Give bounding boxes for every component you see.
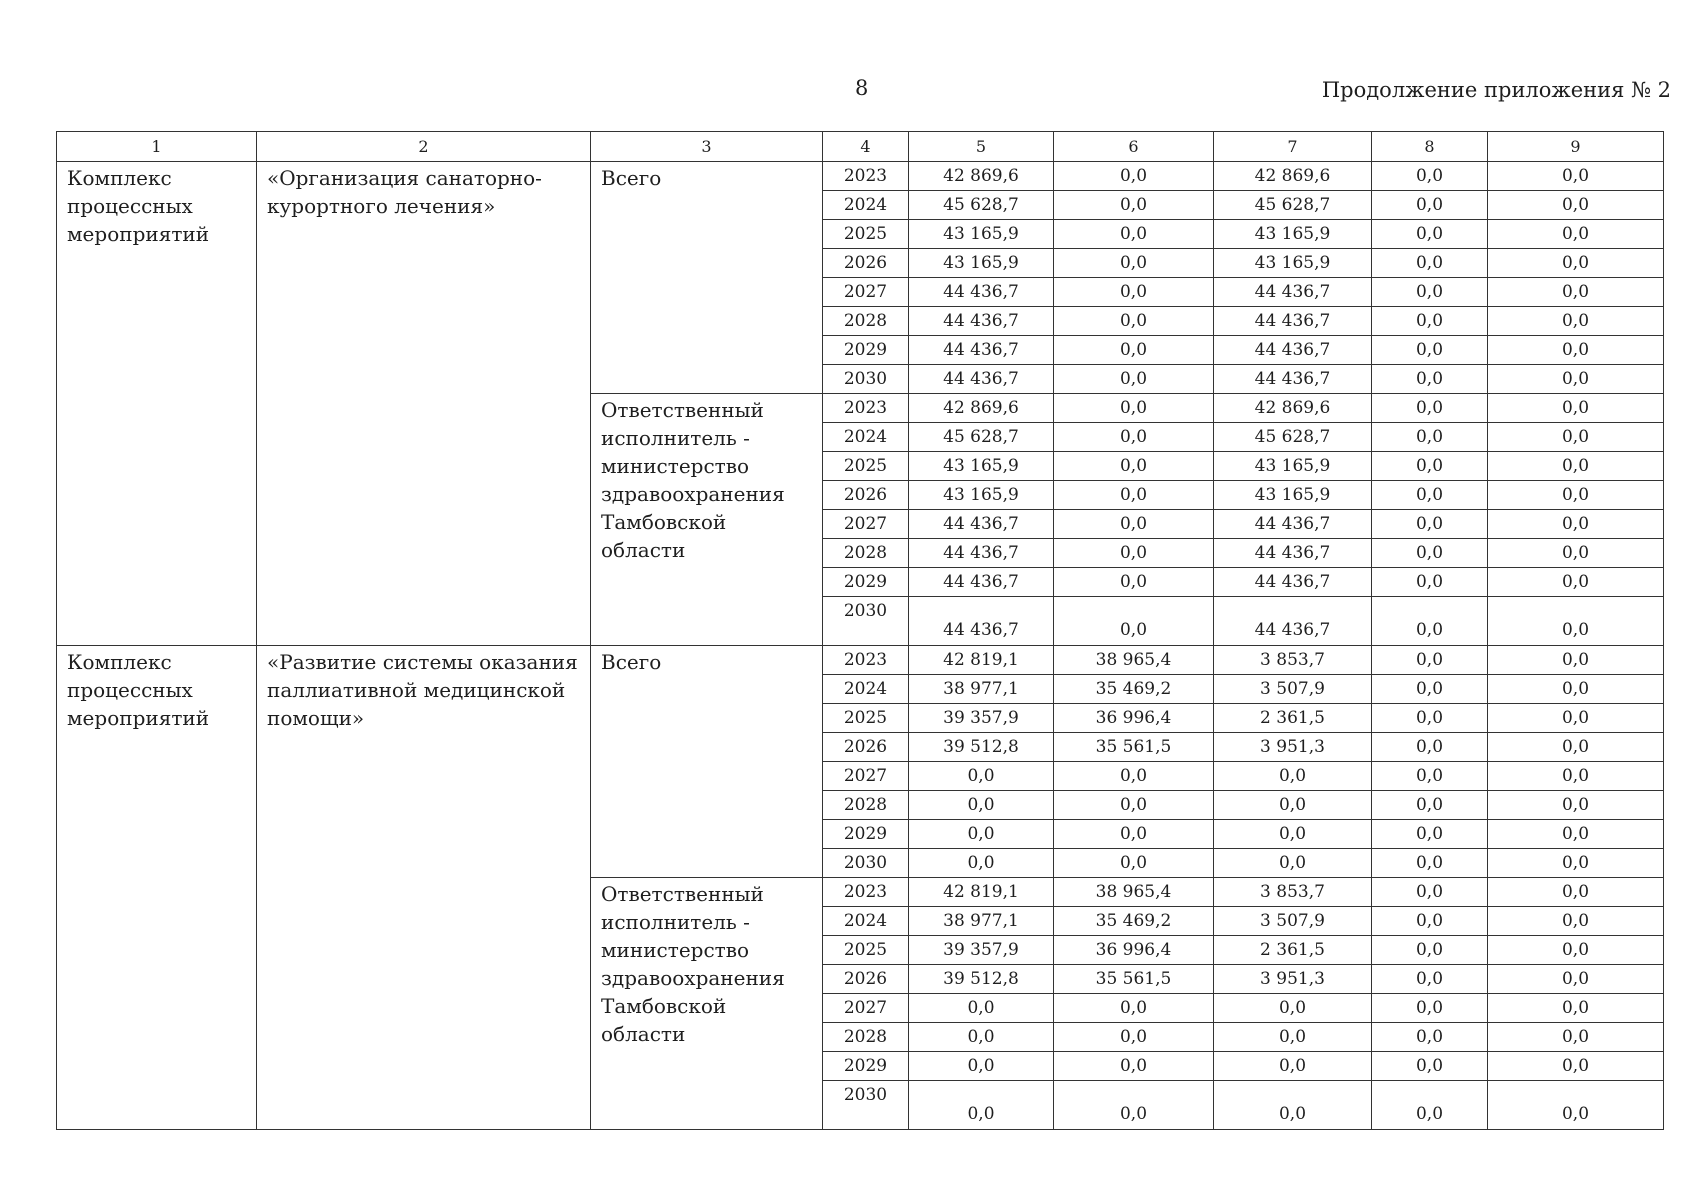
- amount-cell: 0,0: [1054, 762, 1214, 791]
- amount-cell: 44 436,7: [909, 539, 1054, 568]
- amount-cell: 44 436,7: [1214, 336, 1372, 365]
- amount-cell: 0,0: [1488, 394, 1664, 423]
- year-cell: 2024: [823, 675, 909, 704]
- amount-cell: 0,0: [1488, 646, 1664, 675]
- amount-cell: 42 869,6: [1214, 394, 1372, 423]
- amount-cell: 0,0: [1488, 936, 1664, 965]
- amount-cell: 0,0: [909, 791, 1054, 820]
- amount-cell: 45 628,7: [909, 423, 1054, 452]
- year-cell: 2030: [823, 1081, 909, 1130]
- amount-cell: 0,0: [1214, 1023, 1372, 1052]
- amount-cell: 39 357,9: [909, 936, 1054, 965]
- amount-cell: 0,0: [1488, 878, 1664, 907]
- amount-cell: 0,0: [1054, 307, 1214, 336]
- amount-cell: 38 977,1: [909, 907, 1054, 936]
- amount-cell: 44 436,7: [1214, 307, 1372, 336]
- amount-cell: 0,0: [1214, 1081, 1372, 1130]
- table-body: [57, 132, 1664, 1130]
- amount-cell: 0,0: [1054, 791, 1214, 820]
- amount-cell: 0,0: [1214, 762, 1372, 791]
- amount-cell: 0,0: [1372, 220, 1488, 249]
- amount-cell: 3 853,7: [1214, 878, 1372, 907]
- amount-cell: 0,0: [1488, 249, 1664, 278]
- year-cell: 2026: [823, 249, 909, 278]
- amount-cell: 0,0: [1372, 675, 1488, 704]
- amount-cell: 36 996,4: [1054, 936, 1214, 965]
- year-cell: 2028: [823, 1023, 909, 1052]
- year-cell: 2026: [823, 733, 909, 762]
- year-cell: 2029: [823, 1052, 909, 1081]
- amount-cell: 0,0: [1372, 162, 1488, 191]
- year-cell: 2024: [823, 907, 909, 936]
- year-cell: 2029: [823, 568, 909, 597]
- amount-cell: 0,0: [1372, 820, 1488, 849]
- amount-cell: 0,0: [1488, 1052, 1664, 1081]
- amount-cell: 44 436,7: [909, 307, 1054, 336]
- amount-cell: 0,0: [909, 1052, 1054, 1081]
- amount-cell: 0,0: [1488, 307, 1664, 336]
- amount-cell: 45 628,7: [1214, 423, 1372, 452]
- amount-cell: 0,0: [1054, 849, 1214, 878]
- table-row: [57, 162, 1664, 191]
- amount-cell: 43 165,9: [909, 220, 1054, 249]
- amount-cell: 0,0: [1372, 936, 1488, 965]
- amount-cell: 0,0: [1488, 762, 1664, 791]
- amount-cell: 44 436,7: [909, 278, 1054, 307]
- year-cell: 2026: [823, 481, 909, 510]
- amount-cell: 0,0: [1054, 597, 1214, 646]
- amount-cell: 0,0: [909, 849, 1054, 878]
- amount-cell: 0,0: [1372, 965, 1488, 994]
- amount-cell: 43 165,9: [1214, 220, 1372, 249]
- header-cell: 3: [591, 132, 823, 162]
- header-cell: 9: [1488, 132, 1664, 162]
- amount-cell: 0,0: [1488, 1023, 1664, 1052]
- header-cell: 8: [1372, 132, 1488, 162]
- amount-cell: 0,0: [1488, 849, 1664, 878]
- program-name-cell: «Организация санаторно-курортного лечения»: [257, 162, 591, 646]
- amount-cell: 0,0: [1054, 820, 1214, 849]
- amount-cell: 0,0: [1054, 423, 1214, 452]
- amount-cell: 2 361,5: [1214, 704, 1372, 733]
- amount-cell: 44 436,7: [1214, 510, 1372, 539]
- amount-cell: 0,0: [1372, 597, 1488, 646]
- header-row: [57, 132, 1664, 162]
- amount-cell: 0,0: [1488, 423, 1664, 452]
- amount-cell: 0,0: [1214, 791, 1372, 820]
- amount-cell: 0,0: [1488, 481, 1664, 510]
- amount-cell: 44 436,7: [1214, 568, 1372, 597]
- amount-cell: 45 628,7: [1214, 191, 1372, 220]
- amount-cell: 0,0: [1488, 539, 1664, 568]
- amount-cell: 0,0: [1372, 733, 1488, 762]
- amount-cell: 2 361,5: [1214, 936, 1372, 965]
- year-cell: 2025: [823, 220, 909, 249]
- amount-cell: 0,0: [1372, 1052, 1488, 1081]
- amount-cell: 44 436,7: [1214, 597, 1372, 646]
- amount-cell: 44 436,7: [1214, 365, 1372, 394]
- amount-cell: 0,0: [1054, 278, 1214, 307]
- amount-cell: 39 512,8: [909, 965, 1054, 994]
- amount-cell: 0,0: [1372, 423, 1488, 452]
- year-cell: 2025: [823, 452, 909, 481]
- table-row: [57, 646, 1664, 675]
- amount-cell: 35 561,5: [1054, 733, 1214, 762]
- amount-cell: 0,0: [1488, 965, 1664, 994]
- header-cell: 2: [257, 132, 591, 162]
- year-cell: 2027: [823, 994, 909, 1023]
- amount-cell: 0,0: [1488, 994, 1664, 1023]
- amount-cell: 0,0: [1214, 820, 1372, 849]
- amount-cell: 0,0: [1488, 907, 1664, 936]
- amount-cell: 0,0: [1488, 220, 1664, 249]
- amount-cell: 0,0: [1372, 791, 1488, 820]
- amount-cell: 42 819,1: [909, 878, 1054, 907]
- program-name-cell: «Развитие системы оказания паллиативной медицинской помощи»: [257, 646, 591, 1130]
- amount-cell: 0,0: [1214, 994, 1372, 1023]
- amount-cell: 0,0: [1054, 365, 1214, 394]
- funding-source-cell: Ответственный исполнитель - министерство здравоохранения Тамбовской области: [591, 394, 823, 646]
- amount-cell: 0,0: [1488, 568, 1664, 597]
- page-number: 8: [855, 76, 869, 100]
- amount-cell: 43 165,9: [1214, 452, 1372, 481]
- amount-cell: 0,0: [1372, 907, 1488, 936]
- amount-cell: 0,0: [1054, 191, 1214, 220]
- amount-cell: 0,0: [1372, 394, 1488, 423]
- amount-cell: 0,0: [1488, 365, 1664, 394]
- amount-cell: 0,0: [1054, 394, 1214, 423]
- amount-cell: 3 507,9: [1214, 907, 1372, 936]
- program-type-cell: Комплекс процессных мероприятий: [57, 162, 257, 646]
- page-caption: Продолжение приложения № 2: [1321, 78, 1671, 102]
- year-cell: 2027: [823, 278, 909, 307]
- amount-cell: 45 628,7: [909, 191, 1054, 220]
- amount-cell: 39 512,8: [909, 733, 1054, 762]
- year-cell: 2030: [823, 849, 909, 878]
- header-cell: 5: [909, 132, 1054, 162]
- year-cell: 2029: [823, 336, 909, 365]
- amount-cell: 0,0: [1372, 849, 1488, 878]
- amount-cell: 0,0: [1372, 994, 1488, 1023]
- amount-cell: 0,0: [1054, 568, 1214, 597]
- amount-cell: 42 869,6: [909, 162, 1054, 191]
- amount-cell: 0,0: [1488, 162, 1664, 191]
- amount-cell: 0,0: [1488, 820, 1664, 849]
- amount-cell: 36 996,4: [1054, 704, 1214, 733]
- year-cell: 2028: [823, 307, 909, 336]
- year-cell: 2030: [823, 365, 909, 394]
- year-cell: 2028: [823, 791, 909, 820]
- amount-cell: 0,0: [1372, 307, 1488, 336]
- amount-cell: 0,0: [1372, 1023, 1488, 1052]
- year-cell: 2023: [823, 646, 909, 675]
- year-cell: 2027: [823, 510, 909, 539]
- amount-cell: 0,0: [1488, 597, 1664, 646]
- amount-cell: 0,0: [1054, 220, 1214, 249]
- amount-cell: 0,0: [1488, 510, 1664, 539]
- program-type-cell: Комплекс процессных мероприятий: [57, 646, 257, 1130]
- amount-cell: 3 853,7: [1214, 646, 1372, 675]
- amount-cell: 0,0: [1488, 791, 1664, 820]
- year-cell: 2023: [823, 878, 909, 907]
- amount-cell: 35 469,2: [1054, 675, 1214, 704]
- amount-cell: 0,0: [1372, 568, 1488, 597]
- year-cell: 2024: [823, 423, 909, 452]
- year-cell: 2025: [823, 704, 909, 733]
- amount-cell: 0,0: [1054, 452, 1214, 481]
- funding-source-cell: Всего: [591, 646, 823, 878]
- year-cell: 2028: [823, 539, 909, 568]
- amount-cell: 35 561,5: [1054, 965, 1214, 994]
- amount-cell: 0,0: [909, 762, 1054, 791]
- amount-cell: 0,0: [1488, 278, 1664, 307]
- amount-cell: 38 965,4: [1054, 878, 1214, 907]
- amount-cell: 43 165,9: [909, 452, 1054, 481]
- amount-cell: 0,0: [1372, 1081, 1488, 1130]
- amount-cell: 0,0: [909, 1023, 1054, 1052]
- amount-cell: 0,0: [1372, 452, 1488, 481]
- year-cell: 2025: [823, 936, 909, 965]
- amount-cell: 44 436,7: [909, 365, 1054, 394]
- year-cell: 2026: [823, 965, 909, 994]
- amount-cell: 3 507,9: [1214, 675, 1372, 704]
- amount-cell: 0,0: [1054, 510, 1214, 539]
- amount-cell: 43 165,9: [1214, 481, 1372, 510]
- amount-cell: 0,0: [1372, 336, 1488, 365]
- amount-cell: 0,0: [1372, 191, 1488, 220]
- amount-cell: 0,0: [1214, 849, 1372, 878]
- amount-cell: 0,0: [1488, 191, 1664, 220]
- amount-cell: 0,0: [1054, 481, 1214, 510]
- amount-cell: 3 951,3: [1214, 733, 1372, 762]
- amount-cell: 0,0: [1372, 365, 1488, 394]
- amount-cell: 0,0: [1054, 539, 1214, 568]
- amount-cell: 0,0: [1488, 452, 1664, 481]
- amount-cell: 39 357,9: [909, 704, 1054, 733]
- amount-cell: 42 819,1: [909, 646, 1054, 675]
- amount-cell: 0,0: [1054, 249, 1214, 278]
- amount-cell: 38 965,4: [1054, 646, 1214, 675]
- amount-cell: 0,0: [1372, 539, 1488, 568]
- year-cell: 2030: [823, 597, 909, 646]
- amount-cell: 0,0: [909, 1081, 1054, 1130]
- amount-cell: 43 165,9: [1214, 249, 1372, 278]
- year-cell: 2029: [823, 820, 909, 849]
- amount-cell: 0,0: [1372, 510, 1488, 539]
- amount-cell: 35 469,2: [1054, 907, 1214, 936]
- amount-cell: 44 436,7: [1214, 278, 1372, 307]
- amount-cell: 0,0: [1214, 1052, 1372, 1081]
- amount-cell: 44 436,7: [909, 510, 1054, 539]
- year-cell: 2023: [823, 162, 909, 191]
- header-cell: 4: [823, 132, 909, 162]
- amount-cell: 0,0: [1372, 704, 1488, 733]
- funding-source-cell: Всего: [591, 162, 823, 394]
- amount-cell: 0,0: [1488, 336, 1664, 365]
- amount-cell: 3 951,3: [1214, 965, 1372, 994]
- amount-cell: 0,0: [1488, 733, 1664, 762]
- amount-cell: 43 165,9: [909, 249, 1054, 278]
- amount-cell: 0,0: [1054, 1052, 1214, 1081]
- amount-cell: 43 165,9: [909, 481, 1054, 510]
- budget-table: [56, 131, 1664, 1130]
- amount-cell: 0,0: [1054, 994, 1214, 1023]
- amount-cell: 0,0: [1054, 1081, 1214, 1130]
- amount-cell: 44 436,7: [909, 597, 1054, 646]
- amount-cell: 0,0: [1372, 278, 1488, 307]
- amount-cell: 0,0: [1372, 762, 1488, 791]
- amount-cell: 0,0: [909, 994, 1054, 1023]
- header-cell: 7: [1214, 132, 1372, 162]
- amount-cell: 0,0: [1372, 646, 1488, 675]
- funding-source-cell: Ответственный исполнитель - министерство здравоохранения Тамбовской области: [591, 878, 823, 1130]
- amount-cell: 0,0: [1372, 249, 1488, 278]
- amount-cell: 0,0: [1488, 704, 1664, 733]
- amount-cell: 0,0: [1054, 1023, 1214, 1052]
- amount-cell: 0,0: [1054, 336, 1214, 365]
- amount-cell: 44 436,7: [1214, 539, 1372, 568]
- amount-cell: 0,0: [909, 820, 1054, 849]
- year-cell: 2023: [823, 394, 909, 423]
- amount-cell: 0,0: [1372, 481, 1488, 510]
- header-cell: 6: [1054, 132, 1214, 162]
- year-cell: 2024: [823, 191, 909, 220]
- amount-cell: 0,0: [1488, 1081, 1664, 1130]
- amount-cell: 0,0: [1054, 162, 1214, 191]
- amount-cell: 42 869,6: [1214, 162, 1372, 191]
- header-cell: 1: [57, 132, 257, 162]
- amount-cell: 38 977,1: [909, 675, 1054, 704]
- amount-cell: 44 436,7: [909, 568, 1054, 597]
- amount-cell: 0,0: [1488, 675, 1664, 704]
- year-cell: 2027: [823, 762, 909, 791]
- amount-cell: 44 436,7: [909, 336, 1054, 365]
- amount-cell: 42 869,6: [909, 394, 1054, 423]
- amount-cell: 0,0: [1372, 878, 1488, 907]
